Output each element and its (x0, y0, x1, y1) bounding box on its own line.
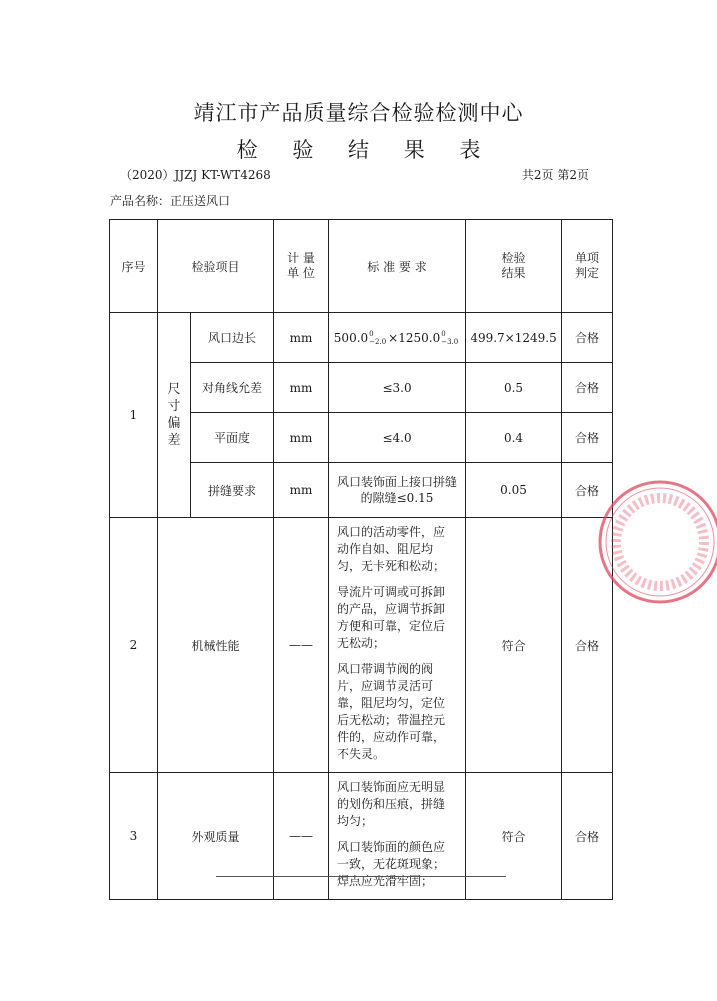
judgement-cell: 合格 (562, 413, 613, 463)
product-name: 产品名称：正压送风口 (110, 194, 231, 208)
result-cell: 0.4 (466, 413, 562, 463)
unit-cell: mm (274, 413, 329, 463)
unit-cell: mm (274, 463, 329, 518)
result-cell: 499.7×1249.5 (466, 313, 562, 363)
requirement-paragraph: 风口带调节阀的阀片，应调节灵活可靠，阻尼均匀，定位后无松动；带温控元件的，应动作可靠，不失灵。 (337, 662, 446, 761)
judgement-cell: 合格 (562, 463, 613, 518)
subtitle-char: 验 (292, 138, 314, 162)
subtitle-char: 检 (236, 138, 258, 162)
judgement-cell: 合格 (562, 363, 613, 413)
judgement-cell: 合格 (562, 773, 613, 900)
item-cell: 外观质量 (158, 773, 274, 900)
subtitle-char: 果 (403, 138, 425, 162)
inspection-results-table (109, 219, 613, 900)
requirement-cell (329, 773, 466, 900)
subtitle-char: 结 (348, 138, 369, 162)
requirement-cell: ≤4.0 (329, 413, 466, 463)
report-subtitle (0, 134, 717, 164)
seq-cell: 3 (110, 773, 158, 900)
unit-cell: mm (274, 363, 329, 413)
table-row (110, 313, 613, 363)
item-cell: 平面度 (191, 413, 274, 463)
header-result: 检验结果 (466, 220, 562, 313)
header-requirement: 标 准 要 求 (329, 220, 466, 313)
judgement-cell: 合格 (562, 313, 613, 363)
subtitle-char: 表 (459, 138, 481, 162)
result-cell: 0.5 (466, 363, 562, 413)
header-item: 检验项目 (158, 220, 274, 313)
table-row (110, 773, 613, 900)
requirement-cell: 500.0 0 −2.0 × 1250.0 0 −3.0 (329, 313, 466, 363)
header-seq: 序号 (110, 220, 158, 313)
org-title: 靖江市产品质量综合检验检测中心 (193, 101, 524, 125)
seal-stamp-icon (590, 472, 717, 612)
requirement-cell: ≤3.0 (329, 363, 466, 413)
judgement-cell: 合格 (562, 518, 613, 773)
unit-cell: mm (274, 313, 329, 363)
header-unit: 计 量 单 位 (274, 220, 329, 313)
requirement-paragraph: 风口的活动零件，应动作自如、阻尼均匀，无卡死和松动； (337, 525, 446, 573)
unit-cell: —— (274, 518, 329, 773)
item-cell: 风口边长 (191, 313, 274, 363)
item-cell: 对角线允差 (191, 363, 274, 413)
requirement-cell: 风口装饰面上接口拼缝的隙缝≤0.15 (329, 463, 466, 518)
document-number: （2020）JJZJ KT-WT4268 (120, 168, 271, 182)
item-cell: 机械性能 (158, 518, 274, 773)
result-cell: 0.05 (466, 463, 562, 518)
requirement-paragraph: 导流片可调或可拆卸的产品，应调节拆卸方便和可靠，定位后无松动； (337, 585, 446, 650)
header-judgement: 单项判定 (562, 220, 613, 313)
footer-divider (216, 876, 506, 877)
table-header-row (110, 220, 613, 313)
seq-cell: 1 (110, 313, 158, 518)
requirement-paragraph: 风口装饰面应无明显的划伤和压痕，拼缝均匀； (337, 780, 446, 828)
group-cell: 尺寸偏差 (158, 313, 191, 518)
unit-cell: —— (274, 773, 329, 900)
table-row (110, 518, 613, 773)
requirement-paragraph: 风口装饰面的颜色应一致，无花斑现象；焊点应光滑牢固； (337, 840, 446, 888)
item-cell: 拼缝要求 (191, 463, 274, 518)
result-cell: 符合 (466, 518, 562, 773)
requirement-cell (329, 518, 466, 773)
result-cell: 符合 (466, 773, 562, 900)
seq-cell: 2 (110, 518, 158, 773)
page-info: 共2页 第2页 (521, 168, 589, 182)
